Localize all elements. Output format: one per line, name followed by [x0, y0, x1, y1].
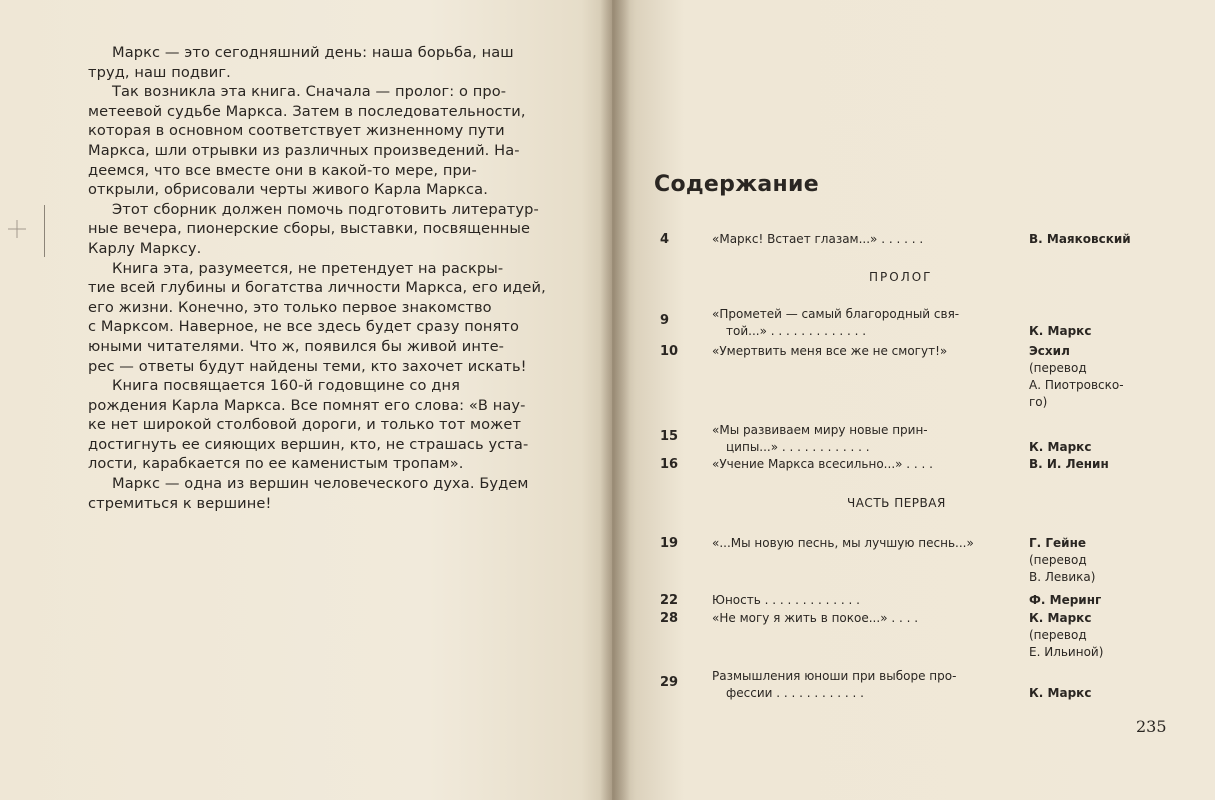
- toc-page-number: 28: [660, 611, 679, 626]
- toc-entry-author: [1029, 439, 1159, 456]
- text-line: с Марксом. Наверное, не все здесь будет сразу понято: [88, 318, 520, 336]
- toc-title-line: той...» . . . . . . . . . . . . .: [726, 324, 867, 338]
- toc-page-number: 19: [660, 536, 679, 551]
- preface-paragraph: [88, 259, 568, 377]
- preface-paragraph: [88, 200, 568, 259]
- text-line: тие всей глубины и богатства личности Маркса, его идей,: [88, 279, 546, 297]
- text-line: Карлу Марксу.: [88, 239, 202, 257]
- toc-entry-title: [712, 422, 1012, 456]
- toc-title-line: Юность . . . . . . . . . . . . .: [712, 593, 860, 607]
- toc-page-number: 29: [660, 675, 679, 690]
- text-line: Маркса, шли отрывки из различных произведений. На-: [88, 141, 520, 159]
- section-heading-part-one: ЧАСТЬ ПЕРВАЯ: [847, 496, 946, 510]
- toc-translator-note: (перевод: [1029, 553, 1087, 567]
- book-gutter: [600, 0, 630, 800]
- toc-entry-author: [1029, 685, 1159, 702]
- toc-page-number: 16: [660, 457, 679, 472]
- toc-title-line: «Прометей — самый благородный свя-: [712, 307, 960, 321]
- toc-entry-author: [1029, 592, 1159, 609]
- pencil-margin-mark: [44, 205, 45, 257]
- toc-entry-author: [1029, 535, 1159, 586]
- text-line: Этот сборник должен помочь подготовить литератур-: [112, 200, 539, 218]
- text-line: ке нет широкой столбовой дороги, и только тот может: [88, 416, 522, 434]
- toc-entry-author: [1029, 610, 1159, 661]
- text-line: достигнуть ее сияющих вершин, кто, не страшась уста-: [88, 435, 529, 453]
- toc-page-number: 15: [660, 429, 679, 444]
- text-line: рес — ответы будут найдены теми, кто захочет искать!: [88, 357, 527, 375]
- toc-title-line: «Маркс! Встает глазам...» . . . . . .: [712, 232, 924, 246]
- toc-translator-note: В. Левика): [1029, 570, 1096, 584]
- toc-title-line: ципы...» . . . . . . . . . . . .: [726, 440, 870, 454]
- text-line: открыли, обрисовали черты живого Карла Маркса.: [88, 181, 488, 199]
- text-line: Так возникла эта книга. Сначала — пролог: о про-: [112, 83, 507, 101]
- text-line: Книга эта, разумеется, не претендует на раскры-: [112, 259, 504, 277]
- page-number: 235: [1136, 717, 1167, 736]
- text-line: его жизни. Конечно, это только первое знакомство: [88, 298, 492, 316]
- toc-translator-note: (перевод: [1029, 361, 1087, 375]
- toc-translator-note: Е. Ильиной): [1029, 645, 1104, 659]
- toc-author-name: К. Маркс: [1029, 611, 1092, 625]
- toc-entry-title: [712, 231, 1012, 248]
- toc-page-number: 4: [660, 232, 670, 247]
- toc-author-name: К. Маркс: [1029, 686, 1092, 700]
- preface-paragraph: [88, 474, 568, 513]
- text-line: деемся, что все вместе они в какой-то мере, при-: [88, 161, 477, 179]
- toc-entry-title: [712, 592, 1012, 609]
- toc-page-number: 22: [660, 593, 679, 608]
- toc-entry-title: [712, 610, 1012, 627]
- toc-author-name: Эсхил: [1029, 344, 1070, 358]
- toc-entry-title: [712, 535, 1012, 552]
- text-line: стремиться к вершине!: [88, 494, 272, 512]
- toc-entry-title: [712, 456, 1012, 473]
- text-line: которая в основном соответствует жизненному пути: [88, 122, 505, 140]
- pencil-cross-mark: [6, 218, 28, 240]
- text-line: юными читателями. Что ж, появился бы живой инте-: [88, 337, 505, 355]
- toc-author-name: Ф. Меринг: [1029, 593, 1102, 607]
- toc-entry-title: [712, 668, 1012, 702]
- text-line: метеевой судьбе Маркса. Затем в последовательности,: [88, 102, 526, 120]
- text-line: рождения Карла Маркса. Все помнят его слова: «В нау-: [88, 396, 526, 414]
- section-heading-prolog: ПРОЛОГ: [869, 270, 933, 284]
- toc-title-line: фессии . . . . . . . . . . . .: [726, 686, 864, 700]
- text-line: лости, карабкается по ее каменистым тропам».: [88, 455, 464, 473]
- preface-paragraph: [88, 43, 568, 82]
- toc-title-line: «Не могу я жить в покое...» . . . .: [712, 611, 919, 625]
- toc-author-name: Г. Гейне: [1029, 536, 1087, 550]
- toc-author-name: К. Маркс: [1029, 324, 1092, 338]
- toc-translator-note: го): [1029, 395, 1048, 409]
- preface-text: [88, 43, 568, 513]
- toc-entry-title: [712, 343, 1012, 360]
- text-line: Маркс — одна из вершин человеческого духа. Будем: [112, 475, 529, 493]
- toc-entry-author: [1029, 343, 1159, 411]
- contents-title: Содержание: [654, 172, 819, 197]
- text-line: Книга посвящается 160-й годовщине со дня: [112, 377, 460, 395]
- toc-author-name: К. Маркс: [1029, 440, 1092, 454]
- toc-author-name: В. Маяковский: [1029, 232, 1131, 246]
- preface-paragraph: [88, 82, 568, 200]
- toc-author-name: В. И. Ленин: [1029, 457, 1109, 471]
- toc-title-line: Размышления юноши при выборе про-: [712, 669, 957, 683]
- toc-page-number: 10: [660, 344, 679, 359]
- toc-title-line: «Мы развиваем миру новые прин-: [712, 423, 928, 437]
- toc-translator-note: (перевод: [1029, 628, 1087, 642]
- toc-title-line: «Умертвить меня все же не смогут!»: [712, 344, 948, 358]
- text-line: ные вечера, пионерские сборы, выставки, посвященные: [88, 220, 531, 238]
- toc-entry-title: [712, 306, 1012, 340]
- toc-entry-author: [1029, 456, 1159, 473]
- toc-title-line: «Учение Маркса всесильно...» . . . .: [712, 457, 933, 471]
- toc-page-number: 9: [660, 313, 670, 328]
- text-line: Маркс — это сегодняшний день: наша борьба, наш: [112, 44, 514, 61]
- toc-translator-note: А. Пиотровско-: [1029, 378, 1124, 392]
- toc-entry-author: [1029, 323, 1159, 340]
- toc-entry-author: [1029, 231, 1159, 248]
- text-line: труд, наш подвиг.: [88, 63, 231, 81]
- preface-paragraph: [88, 376, 568, 474]
- toc-title-line: «...Мы новую песнь, мы лучшую песнь...»: [712, 536, 974, 550]
